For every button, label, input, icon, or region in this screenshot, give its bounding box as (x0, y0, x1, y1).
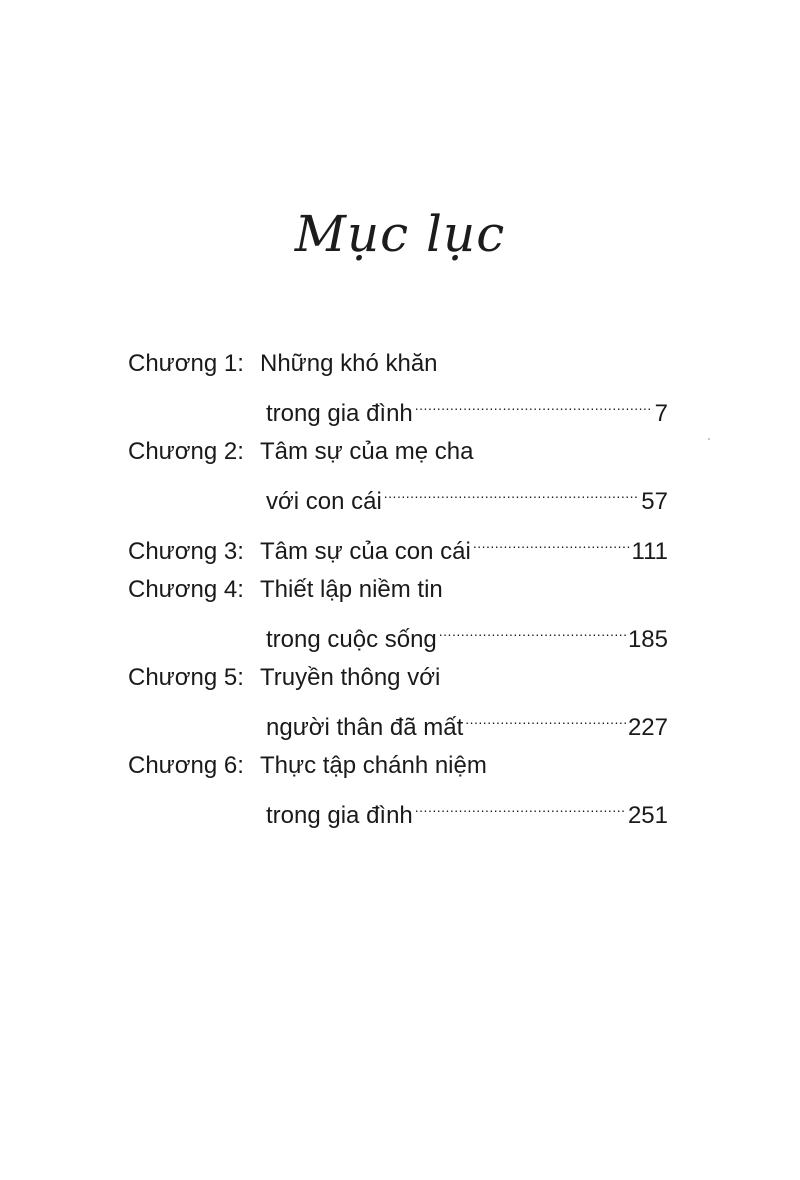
dot-leader (473, 521, 630, 559)
page-number: 7 (654, 400, 668, 427)
toc-entry-3[interactable] (128, 521, 668, 565)
chapter-label: Chương 5: (128, 664, 244, 691)
chapter-title-continued: người thân đã mất (266, 714, 464, 741)
toc-entry-line (128, 345, 668, 383)
chapter-label: Chương 3: (128, 538, 244, 565)
dot-leader (384, 471, 640, 509)
chapter-title: Những khó khăn (260, 350, 438, 377)
scan-speck (708, 438, 710, 440)
toc-entry-4[interactable] (128, 571, 668, 653)
chapter-label: Chương 4: (128, 576, 244, 603)
chapter-label: Chương 6: (128, 752, 244, 779)
chapter-title: Thực tập chánh niệm (260, 752, 487, 779)
toc-entry-line (128, 609, 668, 653)
dot-leader (465, 697, 626, 735)
page-number: 227 (627, 714, 668, 741)
toc-entry-line (128, 471, 668, 515)
chapter-title: Tâm sự của con cái (260, 538, 471, 565)
chapter-title-continued: trong gia đình (266, 400, 413, 427)
toc-entry-line (128, 521, 668, 565)
toc-entry-line (128, 571, 668, 609)
page-number: 251 (627, 802, 668, 829)
page-title: Mục lục (294, 205, 506, 263)
toc-entry-line (128, 747, 668, 785)
chapter-title-continued: với con cái (266, 488, 382, 515)
chapter-label: Chương 2: (128, 438, 244, 465)
page-number: 111 (631, 538, 668, 565)
chapter-title: Tâm sự của mẹ cha (260, 438, 474, 465)
chapter-label: Chương 1: (128, 350, 244, 377)
toc-entry-line (128, 697, 668, 741)
chapter-title: Thiết lập niềm tin (260, 576, 443, 603)
toc-entry-1[interactable] (128, 345, 668, 427)
toc-entry-2[interactable] (128, 433, 668, 515)
dot-leader (415, 383, 653, 421)
dot-leader (439, 609, 626, 647)
dot-leader (415, 785, 626, 823)
page-number: 57 (641, 488, 668, 515)
page-number: 185 (627, 626, 668, 653)
chapter-title: Truyền thông với (260, 664, 441, 691)
table-of-contents (128, 345, 668, 835)
toc-entry-line (128, 433, 668, 471)
toc-entry-line (128, 383, 668, 427)
toc-entry-5[interactable] (128, 659, 668, 741)
chapter-title-continued: trong gia đình (266, 802, 413, 829)
chapter-title-continued: trong cuộc sống (266, 626, 437, 653)
toc-entry-line (128, 785, 668, 829)
toc-entry-6[interactable] (128, 747, 668, 829)
toc-entry-line (128, 659, 668, 697)
